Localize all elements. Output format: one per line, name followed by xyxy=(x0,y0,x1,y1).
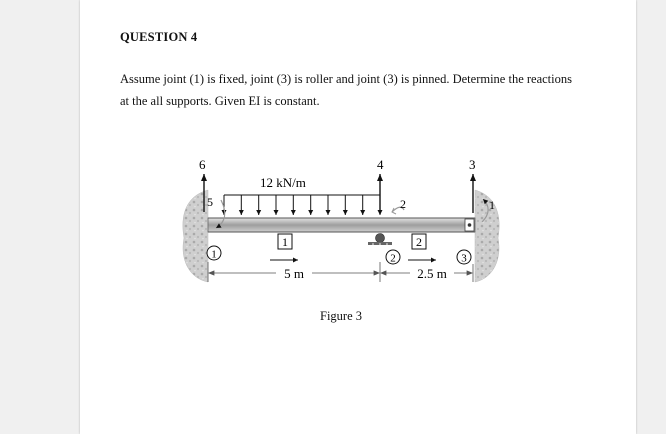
joint-1-label: 1 xyxy=(211,248,217,261)
joint-3-label: 3 xyxy=(461,252,467,265)
beam xyxy=(208,218,475,232)
dof-2-label: 2 xyxy=(400,197,406,211)
dof-1-label: 1 xyxy=(489,198,495,212)
beam-figure xyxy=(80,0,636,434)
question-text-line-2: at the all supports. Given EI is constant. xyxy=(120,94,320,108)
member-1-label: 1 xyxy=(282,235,288,249)
load-label: 12 kN/m xyxy=(260,175,306,190)
span-2-length: 2.5 m xyxy=(417,266,447,281)
roller-support-icon xyxy=(368,234,392,246)
document-page xyxy=(80,0,636,434)
joint-2-label: 2 xyxy=(390,252,396,265)
question-heading: QUESTION 4 xyxy=(120,30,198,44)
dof-6-label: 6 xyxy=(199,157,206,172)
member-2-label: 2 xyxy=(416,235,422,249)
figure-caption: Figure 3 xyxy=(320,309,363,323)
distributed-load xyxy=(224,195,380,215)
question-text-line-1: Assume joint (1) is fixed, joint (3) is roller and joint (3) is pinned. Determine the reactions xyxy=(120,72,572,86)
dof-3-label: 3 xyxy=(469,157,476,172)
dof-4-label: 4 xyxy=(377,157,384,172)
dof-5-label: 5 xyxy=(207,195,213,209)
span-1-length: 5 m xyxy=(284,266,304,281)
